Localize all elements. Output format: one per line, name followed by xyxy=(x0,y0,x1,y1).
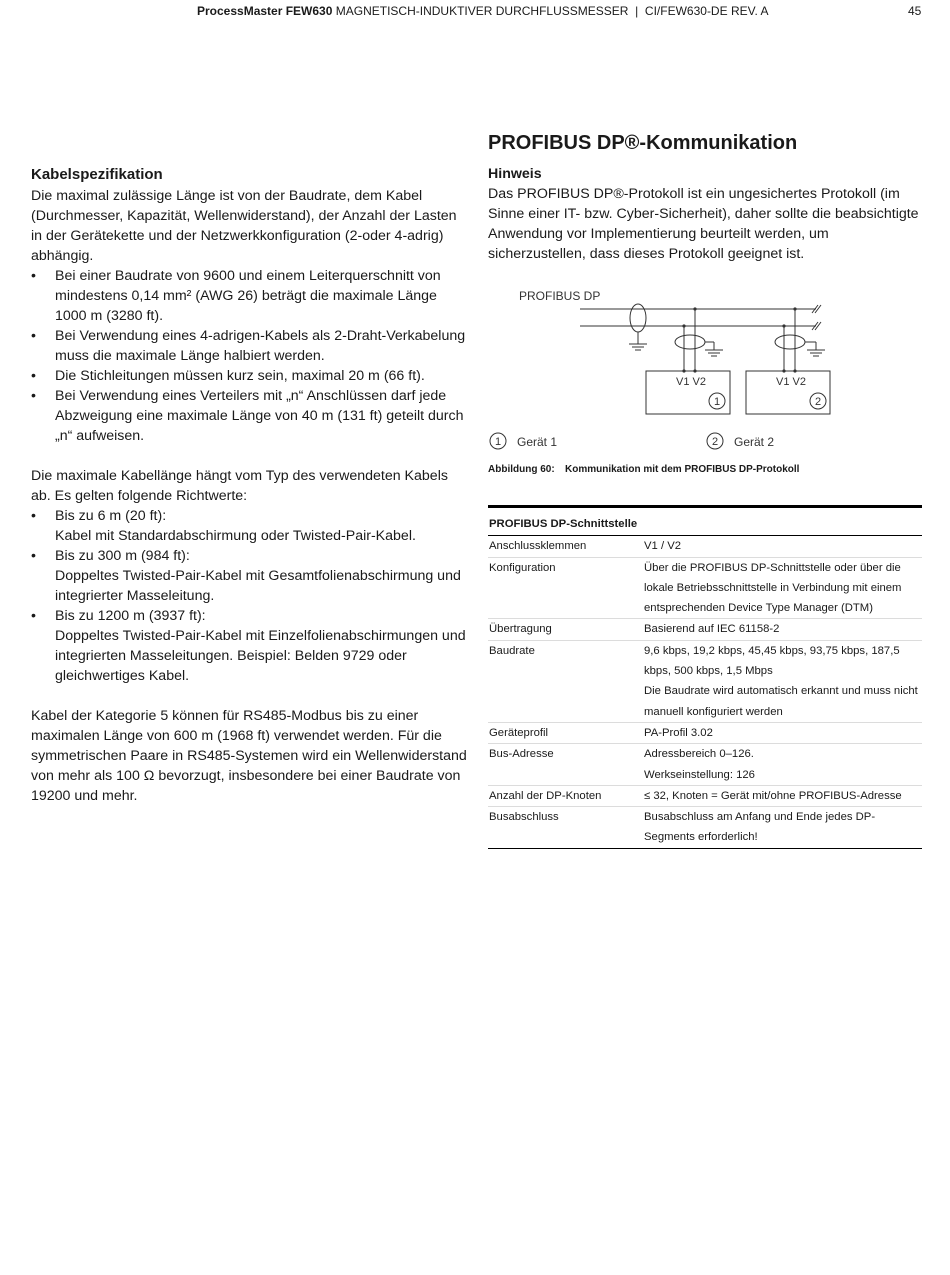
terminal-dot xyxy=(782,369,785,372)
table-row xyxy=(488,785,922,806)
note-text: Das PROFIBUS DP®-Protokoll ist ein ungesichertes Protokoll (im Sinne einer IT- bzw. Cyber-Sicherheit), daher sollte die beabsichtigte Anwendung vor Implementierung beurteilt werden, um sicherzustellen, dass dieses Protokoll geeignet ist. xyxy=(488,186,919,262)
table-value xyxy=(643,640,922,722)
ground-icon xyxy=(705,350,723,356)
table-key: Baudrate xyxy=(488,640,643,722)
header-doc-id: CI/FEW630-DE REV. A xyxy=(644,4,769,18)
figure-number: Abbildung 60: xyxy=(488,464,555,475)
table-row xyxy=(488,744,922,786)
table-key: Bus-Adresse xyxy=(488,744,643,786)
table-key: Anschlussklemmen xyxy=(488,536,643,557)
terminal-dot xyxy=(693,369,696,372)
junction-dot xyxy=(693,307,696,310)
cable-spec-intro: Die maximal zulässige Länge ist von der Baudrate, dem Kabel (Durchmesser, Kapazität, Wellenwiderstand), der Anzahl der Lasten in der Gerätekette und der Netzwerkkonfiguration (2-oder 4-adrig) abhängig. xyxy=(31,188,457,264)
list-item-head: • Bis zu 300 m (984 ft): xyxy=(55,548,190,564)
list-item-text: Doppeltes Twisted-Pair-Kabel mit Gesamtfolienabschirmung und integrierter Masseleitung. xyxy=(55,568,461,604)
cable-spec-bullets xyxy=(31,266,471,446)
ground-icon xyxy=(629,344,647,350)
header-title: MAGNETISCH-INDUKTIVER DURCHFLUSSMESSER xyxy=(335,4,629,18)
figure-caption xyxy=(488,464,799,475)
table-value-line: Die Baudrate wird automatisch erkannt und muss nicht manuell konfiguriert werden xyxy=(644,685,918,718)
table-value xyxy=(643,744,922,786)
header-text xyxy=(197,4,769,18)
table-value xyxy=(643,785,922,806)
figure-caption-text: Kommunikation mit dem PROFIBUS DP-Protokoll xyxy=(565,464,800,475)
list-item-head: • Bis zu 6 m (20 ft): xyxy=(55,508,167,524)
table-value-line: Busabschluss am Anfang und Ende jedes DP-Segments erforderlich! xyxy=(644,811,876,844)
table-row xyxy=(488,722,922,743)
table-value-line: Werkseinstellung: 126 xyxy=(644,768,755,781)
table-header-row xyxy=(488,507,922,536)
table-value-line: Über die PROFIBUS DP-Schnittstelle oder über die lokale Betriebsschnittstelle in Verbindung mit einem entsprechenden Device Type Manager (DTM) xyxy=(644,561,902,615)
list-item: • Bei einer Baudrate von 9600 und einem Leiterquerschnitt von mindestens 0,14 mm² (AWG 26) beträgt die maximale Länge 1000 m (3280 ft). xyxy=(31,266,471,326)
table-row xyxy=(488,640,922,722)
terminal-dot xyxy=(682,369,685,372)
device2-number: 2 xyxy=(814,396,822,408)
junction-dot xyxy=(782,324,785,327)
table-value-line: Basierend auf IEC 61158-2 xyxy=(644,623,780,636)
table-key: Busabschluss xyxy=(488,807,643,849)
legend1-number: 1 xyxy=(494,436,502,448)
bus-label: PROFIBUS DP xyxy=(519,289,601,303)
page-header xyxy=(0,4,950,22)
cable-spec-heading: Kabelspezifikation xyxy=(31,166,163,183)
device2-terminals: V1 V2 xyxy=(776,376,806,388)
device1-shield xyxy=(675,335,705,349)
legend2-text: Gerät 2 xyxy=(734,435,775,449)
spacer xyxy=(31,446,471,466)
device1-terminals: V1 V2 xyxy=(676,376,706,388)
profibus-heading: PROFIBUS DP®-Kommunikation xyxy=(488,132,798,154)
table-value xyxy=(643,619,922,640)
table-key: Geräteprofil xyxy=(488,722,643,743)
cable-length-bullets xyxy=(31,506,471,686)
list-item-text: Kabel mit Standardabschirmung oder Twisted-Pair-Kabel. xyxy=(55,528,416,544)
header-product: ProcessMaster FEW630 xyxy=(197,4,333,18)
wiring-diagram-svg xyxy=(488,282,922,457)
table-row xyxy=(488,536,922,557)
table-key: Konfiguration xyxy=(488,557,643,619)
list-item: • Bei Verwendung eines 4-adrigen-Kabels als 2-Draht-Verkabelung muss die maximale Länge halbiert werden. xyxy=(31,326,471,366)
ground-icon xyxy=(807,350,825,356)
table-row xyxy=(488,619,922,640)
list-item xyxy=(31,506,471,546)
header-separator: | xyxy=(635,4,639,18)
table-value xyxy=(643,722,922,743)
table-value-line: PA-Profil 3.02 xyxy=(644,726,713,739)
page-number: 45 xyxy=(908,4,922,18)
table-value xyxy=(643,536,922,557)
cable-length-paragraph: Die maximale Kabellänge hängt vom Typ des verwendeten Kabels ab. Es gelten folgende Richtwerte: xyxy=(31,468,448,504)
table-value-line: V1 / V2 xyxy=(644,540,682,553)
device2-shield xyxy=(775,335,805,349)
profibus-interface-table xyxy=(488,505,922,849)
cable-spec-section xyxy=(31,164,471,806)
list-item xyxy=(31,546,471,606)
table-key: Übertragung xyxy=(488,619,643,640)
junction-dot xyxy=(793,307,796,310)
list-item xyxy=(31,606,471,686)
table-key: Anzahl der DP-Knoten xyxy=(488,785,643,806)
list-item-text: Doppeltes Twisted-Pair-Kabel mit Einzelfolienabschirmungen und integrierten Masseleitungen. Beispiel: Belden 9729 oder gleichwertiges Kabel. xyxy=(55,628,466,684)
table-value-line: ≤ 32, Knoten = Gerät mit/ohne PROFIBUS-Adresse xyxy=(644,789,902,802)
table-title: PROFIBUS DP-Schnittstelle xyxy=(488,507,922,536)
list-item-head: • Bis zu 1200 m (3937 ft): xyxy=(55,608,206,624)
table-row xyxy=(488,807,922,849)
device1-number: 1 xyxy=(713,396,721,408)
profibus-wiring-diagram xyxy=(488,282,922,457)
table-value xyxy=(643,807,922,849)
table-value-line: Adressbereich 0–126. xyxy=(644,748,754,761)
legend2-number: 2 xyxy=(711,436,719,448)
list-item: • Bei Verwendung eines Verteilers mit „n“ Anschlüssen darf jede Abzweigung eine maximale Länge von 40 m (131 ft) geteilt durch „n“ aufweisen. xyxy=(31,386,471,446)
main-cable-shield xyxy=(630,304,646,332)
profibus-section xyxy=(488,128,922,264)
category5-paragraph: Kabel der Kategorie 5 können für RS485-Modbus bis zu einer maximalen Länge von 600 m (1968 ft) verwendet werden. Für die symmetrischen Paare in RS485-Systemen wird ein Wellenwiderstand von mehr als 100 Ω bevorzugt, insbesondere bei einer Baudrate von 19200 und mehr. xyxy=(31,708,467,804)
table-row xyxy=(488,557,922,619)
spacer xyxy=(31,686,471,706)
note-label: Hinweis xyxy=(488,166,542,182)
table-value xyxy=(643,557,922,619)
table-value-line: 9,6 kbps, 19,2 kbps, 45,45 kbps, 93,75 kbps, 187,5 kbps, 500 kbps, 1,5 Mbps xyxy=(644,644,900,678)
junction-dot xyxy=(682,324,685,327)
terminal-dot xyxy=(793,369,796,372)
legend1-text: Gerät 1 xyxy=(517,435,558,449)
list-item: • Die Stichleitungen müssen kurz sein, maximal 20 m (66 ft). xyxy=(31,366,471,386)
